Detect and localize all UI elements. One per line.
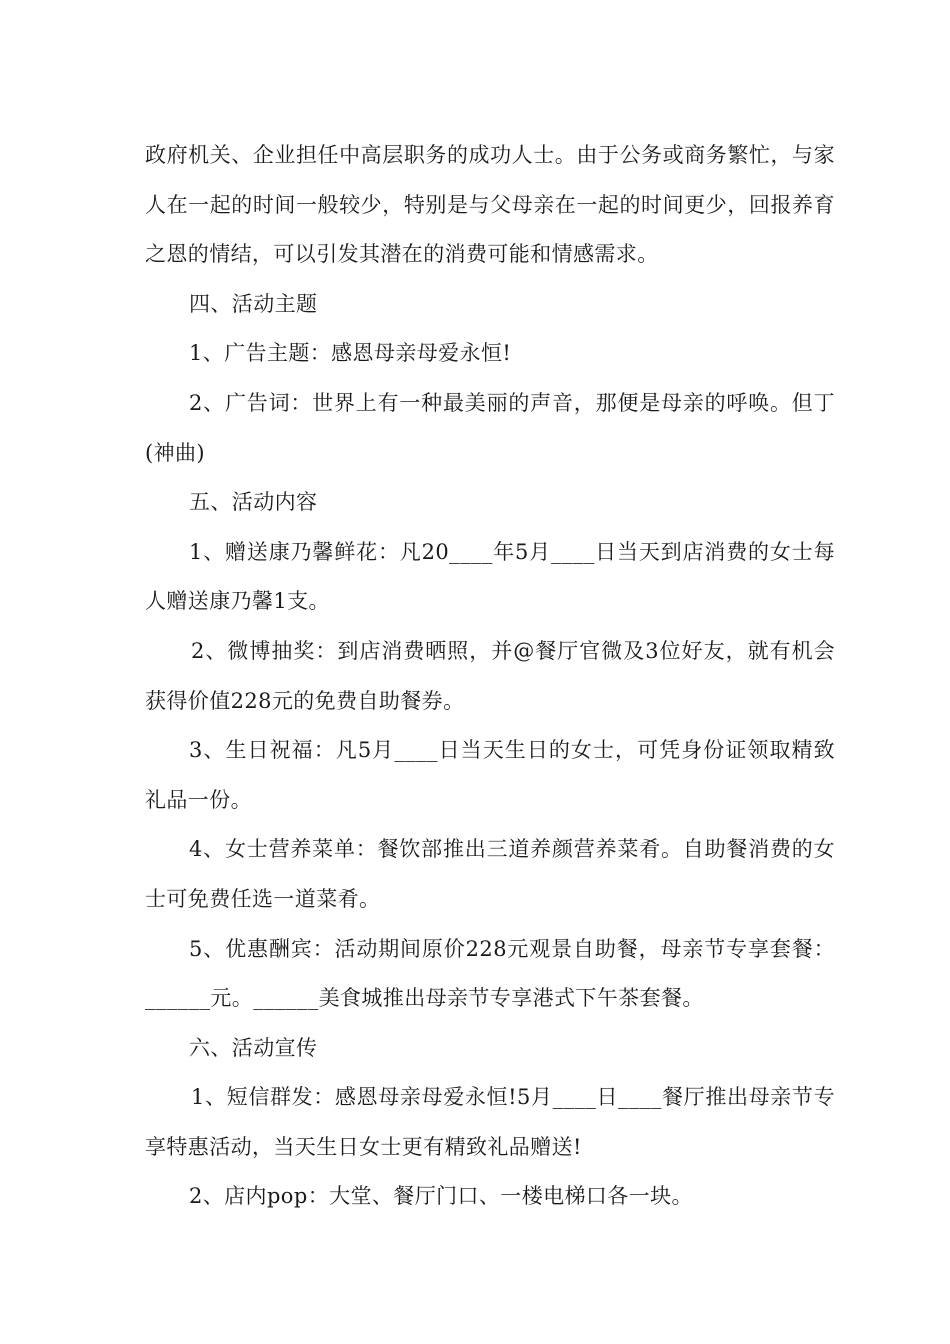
paragraph-weibo-lottery: 2、微博抽奖：到店消费晒照，并@餐厅官微及3位好友，就有机会获得价值228元的免费自助餐券。 [145, 638, 835, 713]
paragraph-ad-theme: 1、广告主题：感恩母亲母爱永恒! [189, 341, 512, 366]
paragraph-nutrition-menu: 4、女士营养菜单：餐饮部推出三道养颜营养菜肴。自助餐消费的女士可免费任选一道菜肴。 [145, 837, 835, 911]
section-heading-promotion: 六、活动宣传 [189, 1035, 318, 1060]
paragraph-birthday-wish: 3、生日祝福：凡5月____日当天生日的女士，可凭身份证领取精致礼品一份。 [145, 738, 835, 812]
paragraph-instore-pop: 2、店内pop：大堂、餐厅门口、一楼电梯口各一块。 [189, 1184, 693, 1209]
paragraph-ad-slogan: 2、广告词：世界上有一种最美丽的声音，那便是母亲的呼唤。但丁(神曲) [145, 390, 835, 465]
section-heading-content: 五、活动内容 [189, 490, 318, 515]
document-body [145, 131, 835, 1222]
paragraph-audience-continued: 政府机关、企业担任中高层职务的成功人士。由于公务或商务繁忙，与家人在一起的时间一般较少，特别是与父母亲在一起的时间更少，回报养育之恩的情结，可以引发其潜在的消费可能和情感需求。 [145, 143, 835, 267]
section-heading-theme: 四、活动主题 [189, 291, 318, 316]
paragraph-discount: 5、优惠酬宾：活动期间原价228元观景自助餐，母亲节专享套餐：______元。______美食城推出母亲节专享港式下午茶套餐。 [145, 936, 835, 1011]
paragraph-sms-broadcast: 1、短信群发：感恩母亲母爱永恒!5月____日____餐厅推出母亲节专享特惠活动，当天生日女士更有精致礼品赠送! [145, 1085, 835, 1159]
paragraph-carnation-gift: 1、赠送康乃馨鲜花：凡20____年5月____日当天到店消费的女士每人赠送康乃馨1支。 [145, 539, 835, 614]
